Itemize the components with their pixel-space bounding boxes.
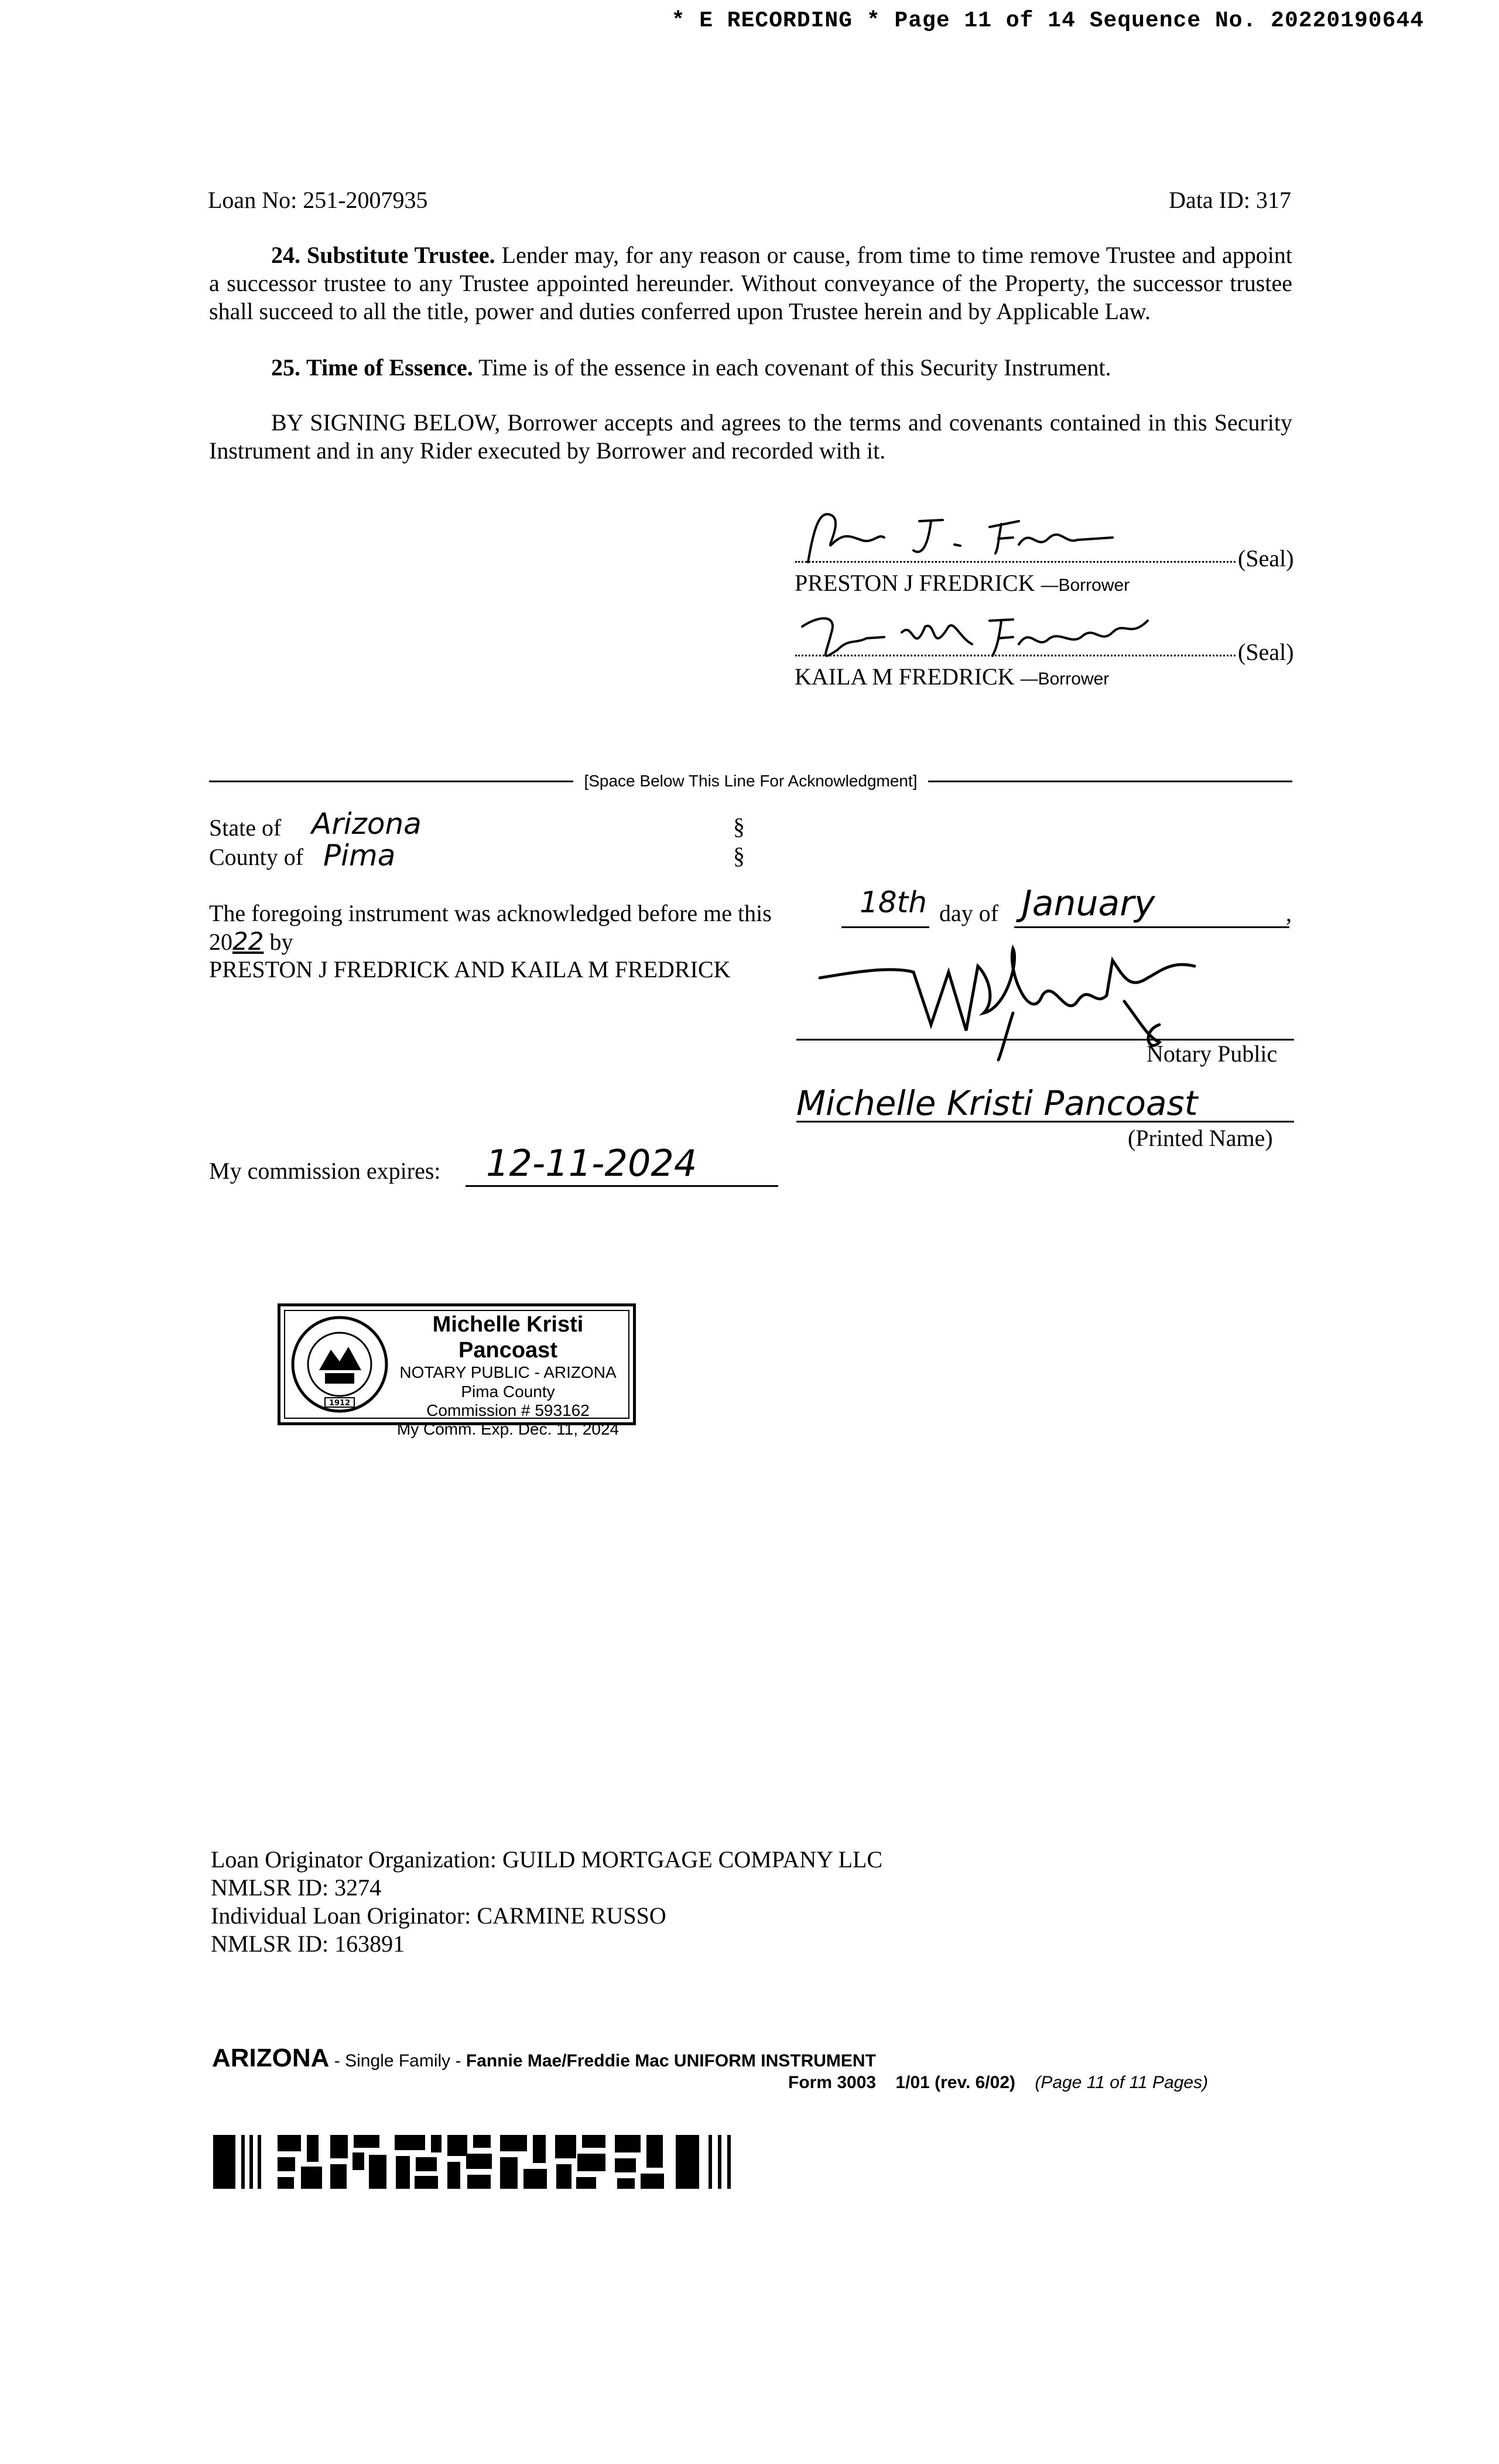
borrower-2-seal: (Seal): [1238, 639, 1294, 665]
borrower-1-seal: (Seal): [1238, 545, 1294, 571]
footer-form: Form 3003: [788, 2073, 877, 2092]
section-25-title: Time of Essence.: [306, 354, 473, 381]
acknowledged-names: PRESTON J FREDRICK AND KAILA M FREDRICK: [209, 956, 731, 983]
barcode-icon: [213, 2131, 799, 2192]
borrower-1-name: [795, 569, 1130, 600]
borrower-2-name-text: KAILA M FREDRICK: [795, 663, 1015, 690]
originator-organization: Loan Originator Organization: GUILD MORTGAGE COMPANY LLC: [211, 1846, 883, 1873]
printed-name-line: [796, 1121, 1294, 1123]
originator-ind-nmlsr: NMLSR ID: 163891: [211, 1931, 405, 1957]
footer-state: ARIZONA: [212, 2044, 330, 2072]
footer-pages: (Page 11 of 11 Pages): [1035, 2073, 1209, 2092]
foregoing-text: The foregoing instrument was acknowledged before me this: [209, 900, 772, 926]
section-24-text: Lender may, for any reason or cause, from time to time remove Trustee and appoint a successor trustee to any Trustee appointed hereunder. Without conveyance of the Property, the successor trustee shall succeed to all the title, power and duties conferred upon Trustee herein and by Applicable Law.: [209, 242, 1293, 324]
borrower-1-signature-line: [795, 561, 1236, 563]
commission-value: 12-11-2024: [486, 1142, 697, 1185]
section-25-text: Time is of the essence in each covenant of this Security Instrument.: [478, 354, 1111, 381]
month-blank: [1014, 926, 1289, 928]
section-25: [209, 354, 1292, 382]
footer-title: [212, 2044, 876, 2073]
signing-statement: BY SIGNING BELOW, Borrower accepts and agrees to the terms and covenants contained in this Security Instrument and in any Rider executed by Borrower and recorded with it.: [209, 409, 1292, 464]
county-label: County of: [209, 844, 304, 870]
year-by: by: [269, 929, 293, 955]
notary-public-label: Notary Public: [1147, 1041, 1278, 1067]
borrower-2-signature: [796, 603, 1159, 668]
borrower-1-name-text: PRESTON J FREDRICK: [795, 570, 1035, 596]
day-blank: [841, 926, 929, 928]
year-prefix: 20: [209, 929, 232, 955]
stamp-name: Michelle Kristi Pancoast: [432, 1312, 584, 1363]
state-value: Arizona: [312, 807, 422, 841]
state-section-symbol: §: [733, 813, 745, 840]
year-suffix: 22: [232, 927, 264, 956]
state-label: State of: [209, 815, 282, 841]
recording-header: * E RECORDING * Page 11 of 14 Sequence No. 20220190644: [671, 8, 1424, 33]
stamp-county: Pima County: [461, 1382, 555, 1401]
commission-line: [466, 1185, 778, 1187]
stamp-expires: My Comm. Exp. Dec. 11, 2024: [396, 1419, 620, 1438]
day-value: 18th: [860, 885, 927, 919]
footer-family: - Single Family -: [334, 2051, 461, 2071]
day-of-text: day of: [939, 900, 999, 926]
section-24: [209, 241, 1292, 326]
borrower-1-role: —Borrower: [1041, 576, 1130, 595]
data-id: Data ID: 317: [1169, 187, 1291, 213]
year-line: [209, 928, 293, 956]
borrower-2-signature-line: [795, 655, 1236, 656]
arizona-seal-icon: [290, 1315, 389, 1414]
loan-number: Loan No: 251-2007935: [208, 187, 428, 213]
commission-label: My commission expires:: [209, 1158, 441, 1184]
footer-instrument: Fannie Mae/Freddie Mac UNIFORM INSTRUMENT: [466, 2051, 876, 2071]
stamp-title: NOTARY PUBLIC - ARIZONA: [399, 1363, 617, 1382]
section-24-title: Substitute Trustee.: [306, 242, 495, 268]
borrower-1-signature: [796, 504, 1124, 568]
borrower-2-role: —Borrower: [1020, 669, 1110, 689]
county-section-symbol: §: [733, 843, 745, 869]
county-value: Pima: [323, 839, 396, 872]
stamp-commission: Commission # 593162: [426, 1401, 590, 1419]
notary-stamp: [278, 1303, 636, 1438]
acknowledgment-divider: [209, 772, 1292, 790]
month-value: January: [1022, 883, 1155, 924]
footer-form-line: [788, 2073, 1208, 2093]
printed-name-value: Michelle Kristi Pancoast: [796, 1083, 1198, 1123]
printed-name-label: (Printed Name): [1128, 1125, 1273, 1151]
originator-org-nmlsr: NMLSR ID: 3274: [211, 1874, 382, 1901]
seal-year: 1912: [328, 1399, 351, 1408]
footer-rev: 1/01 (rev. 6/02): [895, 2073, 1016, 2092]
borrower-2-name: [795, 663, 1109, 693]
section-25-number: 25.: [271, 354, 300, 381]
acknowledgment-divider-label: [Space Below This Line For Acknowledgment]: [584, 772, 918, 790]
month-comma: ,: [1286, 900, 1292, 926]
originator-individual: Individual Loan Originator: CARMINE RUSSO: [211, 1902, 666, 1929]
section-24-number: 24.: [271, 242, 300, 268]
